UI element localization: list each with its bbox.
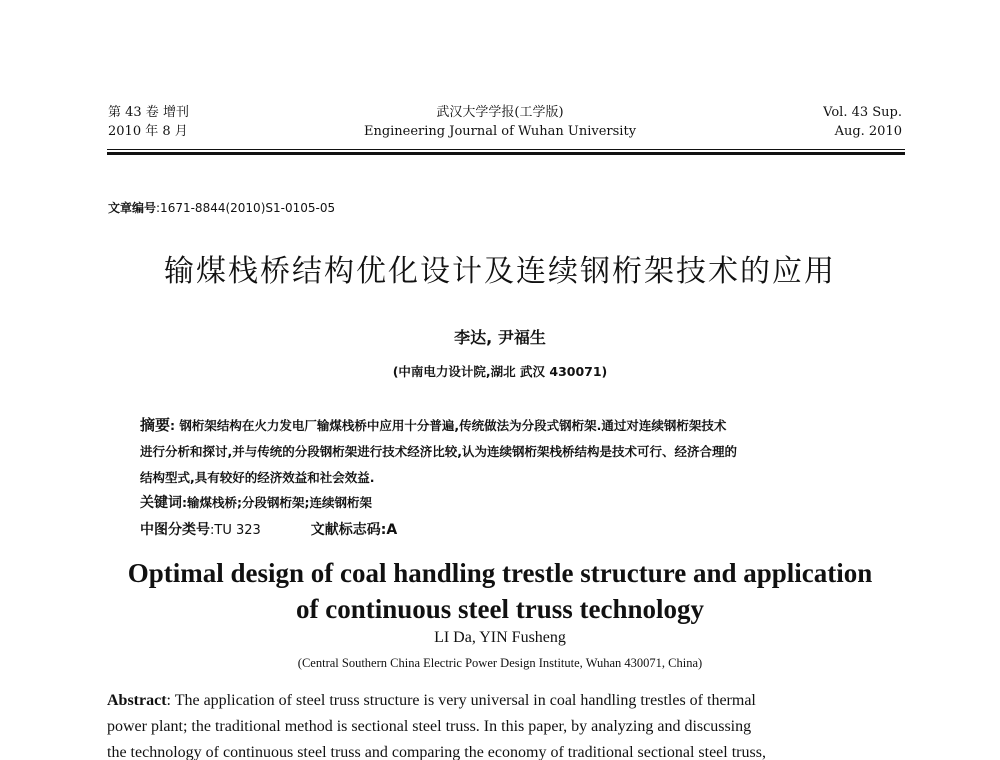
publication-date-cn: 2010 年 8 月 <box>108 124 188 139</box>
header-rule-thin <box>107 149 905 150</box>
abstract-cn-line: 进行分析和探讨,并与传统的分段钢桁架进行技术经济比较,认为连续钢桁架栈桥结构是技术可行、经济合理的 <box>140 444 737 459</box>
abstract-cn-text: : 钢桁架结构在火力发电厂输煤栈桥中应用十分普遍,传统做法为分段式钢桁架.通过对连续钢桁架技术 <box>170 418 727 433</box>
volume-en: Vol. 43 Sup. <box>823 105 902 120</box>
journal-volume-info <box>108 103 189 141</box>
article-number-label: 文章编号 <box>108 201 157 215</box>
abstract-cn-label: 摘要 <box>140 416 171 434</box>
classification-line <box>140 519 397 539</box>
doc-code-value: :A <box>380 522 398 538</box>
article-number-value: :1671-8844(2010)S1-0105-05 <box>156 201 336 215</box>
publication-date-en: Aug. 2010 <box>834 124 902 139</box>
abstract-en-line <box>107 688 907 714</box>
journal-name-en: Engineering Journal of Wuhan University <box>363 124 637 139</box>
journal-volume-info-en <box>823 103 902 141</box>
clc-value: :TU 323 <box>210 523 261 538</box>
title-en <box>60 555 940 627</box>
header-rule-thick <box>107 152 905 155</box>
title-en-line: Optimal design of coal handling trestle structure and application <box>127 558 873 588</box>
keywords-cn-value: :输煤栈桥;分段钢桁架;连续钢桁架 <box>182 495 372 510</box>
abstract-en-text: : The application of steel truss structure is very universal in coal handling trestles of thermal <box>166 692 756 709</box>
abstract-en-line: the technology of continuous steel truss and comparing the economy of traditional sectional steel truss, <box>107 744 766 760</box>
abstract-cn-line: 结构型式,具有较好的经济效益和社会效益. <box>140 470 375 485</box>
abstract-en-line: power plant; the traditional method is sectional steel truss. In this paper, by analyzing and discussing <box>107 718 752 735</box>
article-number <box>108 199 335 216</box>
journal-name-cn: 武汉大学学报(工学版) <box>436 105 564 120</box>
volume-issue: 第 43 卷 增刊 <box>108 105 189 120</box>
authors-cn: 李达, 尹福生 <box>454 328 546 347</box>
keywords-cn <box>140 492 372 512</box>
affiliation-en: (Central Southern China Electric Power Design Institute, Wuhan 430071, China) <box>297 656 703 670</box>
abstract-cn <box>140 412 875 491</box>
abstract-cn-line <box>140 412 875 439</box>
affiliation-cn: (中南电力设计院,湖北 武汉 430071) <box>392 364 608 379</box>
doc-code-label: 文献标志码 <box>310 522 381 538</box>
title-cn: 输煤栈桥结构优化设计及连续钢桁架技术的应用 <box>164 254 836 289</box>
abstract-en-label: Abstract <box>107 692 167 709</box>
keywords-cn-label: 关键词 <box>140 495 182 511</box>
authors-en: LI Da, YIN Fusheng <box>434 629 566 646</box>
abstract-en <box>107 688 907 760</box>
clc-label: 中图分类号 <box>140 522 210 538</box>
journal-name <box>300 103 700 141</box>
title-en-line: of continuous steel truss technology <box>295 594 704 624</box>
